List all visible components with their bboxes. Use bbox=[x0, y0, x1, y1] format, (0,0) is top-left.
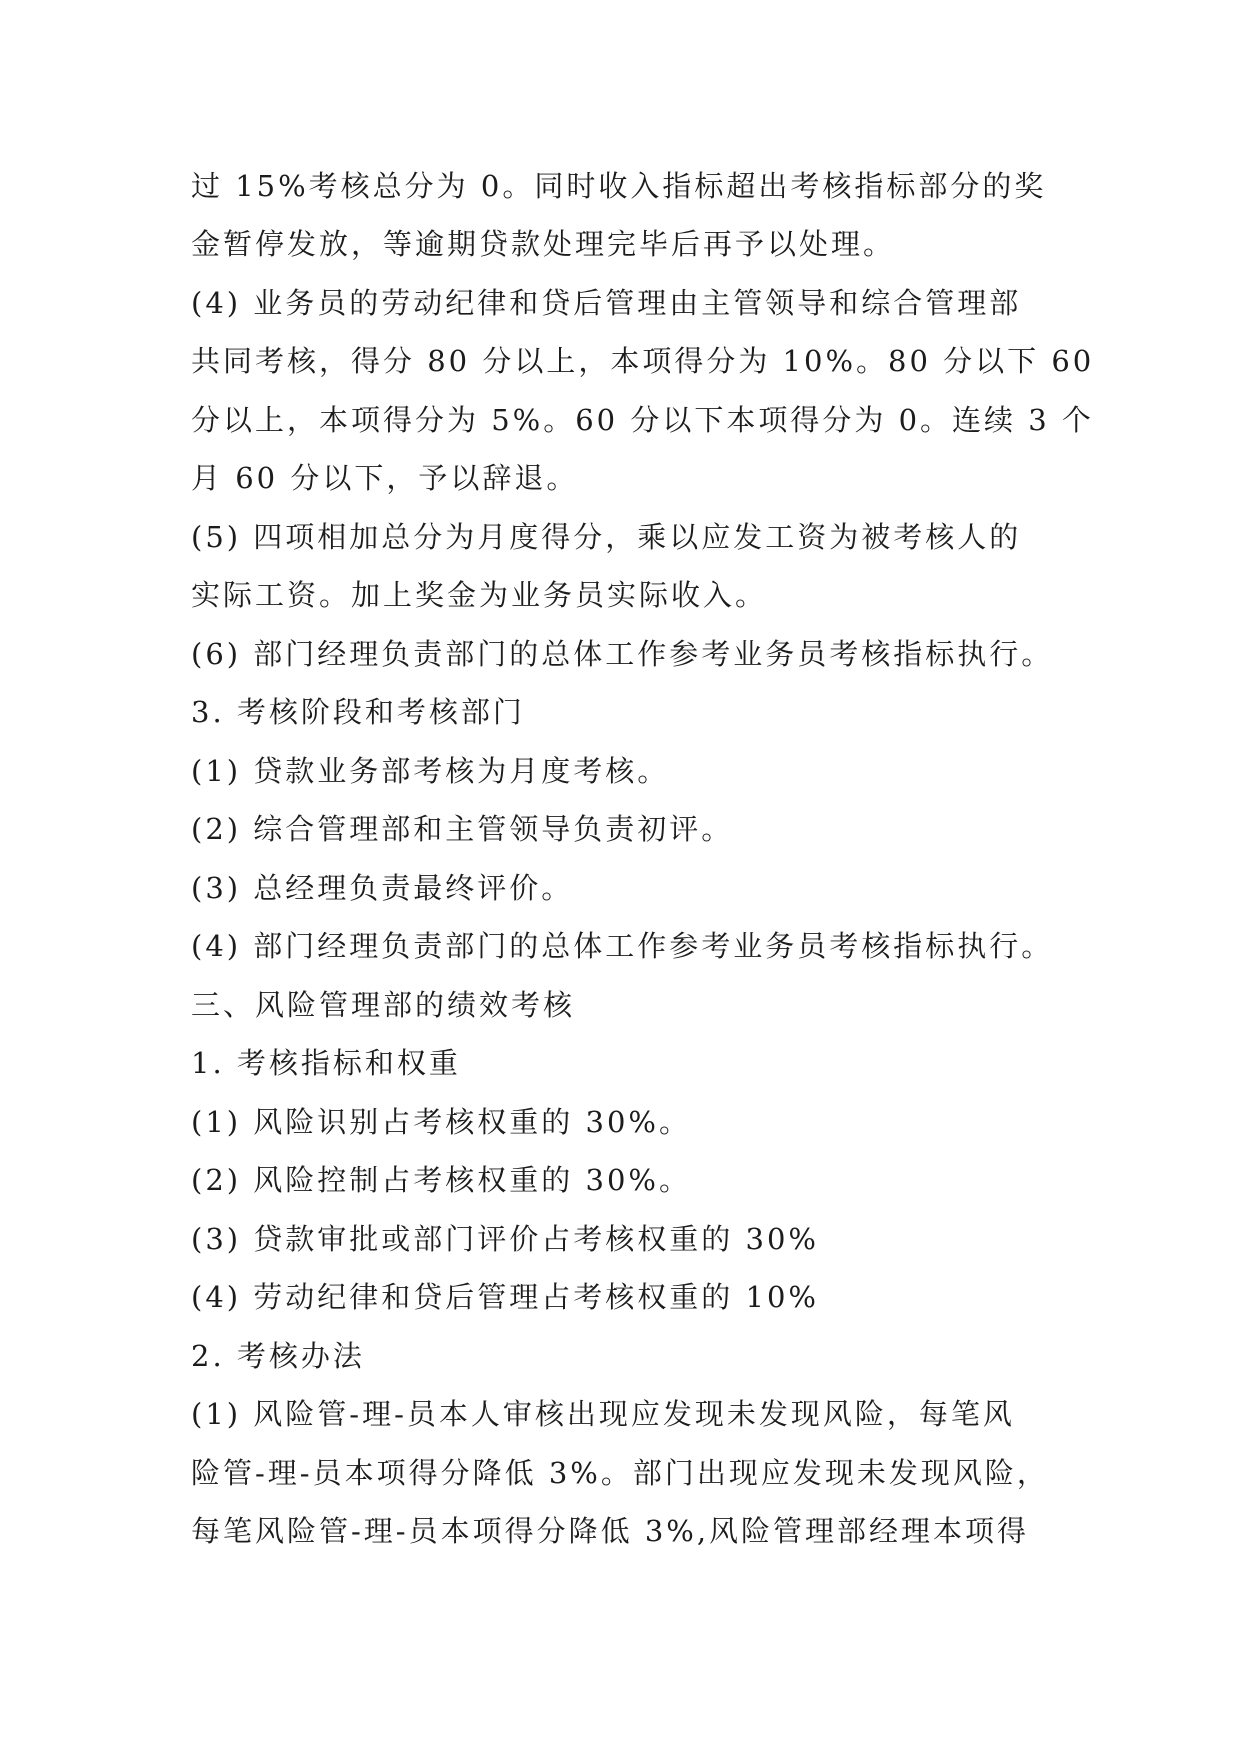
paragraph-line: (4) 业务员的劳动纪律和贷后管理由主管领导和综合管理部 bbox=[191, 286, 1022, 320]
paragraph-line: 实际工资。加上奖金为业务员实际收入。 bbox=[191, 578, 768, 612]
paragraph-line: 共同考核，得分 80 分以上，本项得分为 10%。80 分以下 60 bbox=[191, 344, 1095, 378]
paragraph-line: (1) 风险管-理-员本人审核出现应发现未发现风险，每笔风 bbox=[191, 1397, 1015, 1431]
paragraph-line: 过 15%考核总分为 0。同时收入指标超出考核指标部分的奖 bbox=[191, 169, 1047, 203]
paragraph-line: 金暂停发放，等逾期贷款处理完毕后再予以处理。 bbox=[191, 227, 896, 261]
paragraph-line: (4) 部门经理负责部门的总体工作参考业务员考核指标执行。 bbox=[191, 929, 1054, 963]
paragraph-line: (4) 劳动纪律和贷后管理占考核权重的 10% bbox=[191, 1280, 819, 1314]
paragraph-line: 月 60 分以下，予以辞退。 bbox=[191, 461, 579, 495]
paragraph-line: 每笔风险管-理-员本项得分降低 3%,风险管理部经理本项得 bbox=[191, 1514, 1030, 1548]
paragraph-line: (1) 贷款业务部考核为月度考核。 bbox=[191, 754, 670, 788]
paragraph-line: (3) 贷款审批或部门评价占考核权重的 30% bbox=[191, 1222, 819, 1256]
paragraph-line: (6) 部门经理负责部门的总体工作参考业务员考核指标执行。 bbox=[191, 637, 1054, 671]
paragraph-line: 险管-理-员本项得分降低 3%。部门出现应发现未发现风险， bbox=[191, 1456, 1049, 1490]
section-heading: 2. 考核办法 bbox=[191, 1339, 365, 1373]
paragraph-line: (2) 综合管理部和主管领导负责初评。 bbox=[191, 812, 734, 846]
paragraph-line: (3) 总经理负责最终评价。 bbox=[191, 871, 574, 905]
paragraph-line: (5) 四项相加总分为月度得分，乘以应发工资为被考核人的 bbox=[191, 520, 1022, 554]
section-heading: 3. 考核阶段和考核部门 bbox=[191, 695, 525, 729]
chapter-heading: 三、风险管理部的绩效考核 bbox=[191, 988, 576, 1022]
section-heading: 1. 考核指标和权重 bbox=[191, 1046, 461, 1080]
paragraph-line: (2) 风险控制占考核权重的 30%。 bbox=[191, 1163, 691, 1197]
paragraph-line: 分以上，本项得分为 5%。60 分以下本项得分为 0。连续 3 个 bbox=[191, 403, 1094, 437]
paragraph-line: (1) 风险识别占考核权重的 30%。 bbox=[191, 1105, 691, 1139]
